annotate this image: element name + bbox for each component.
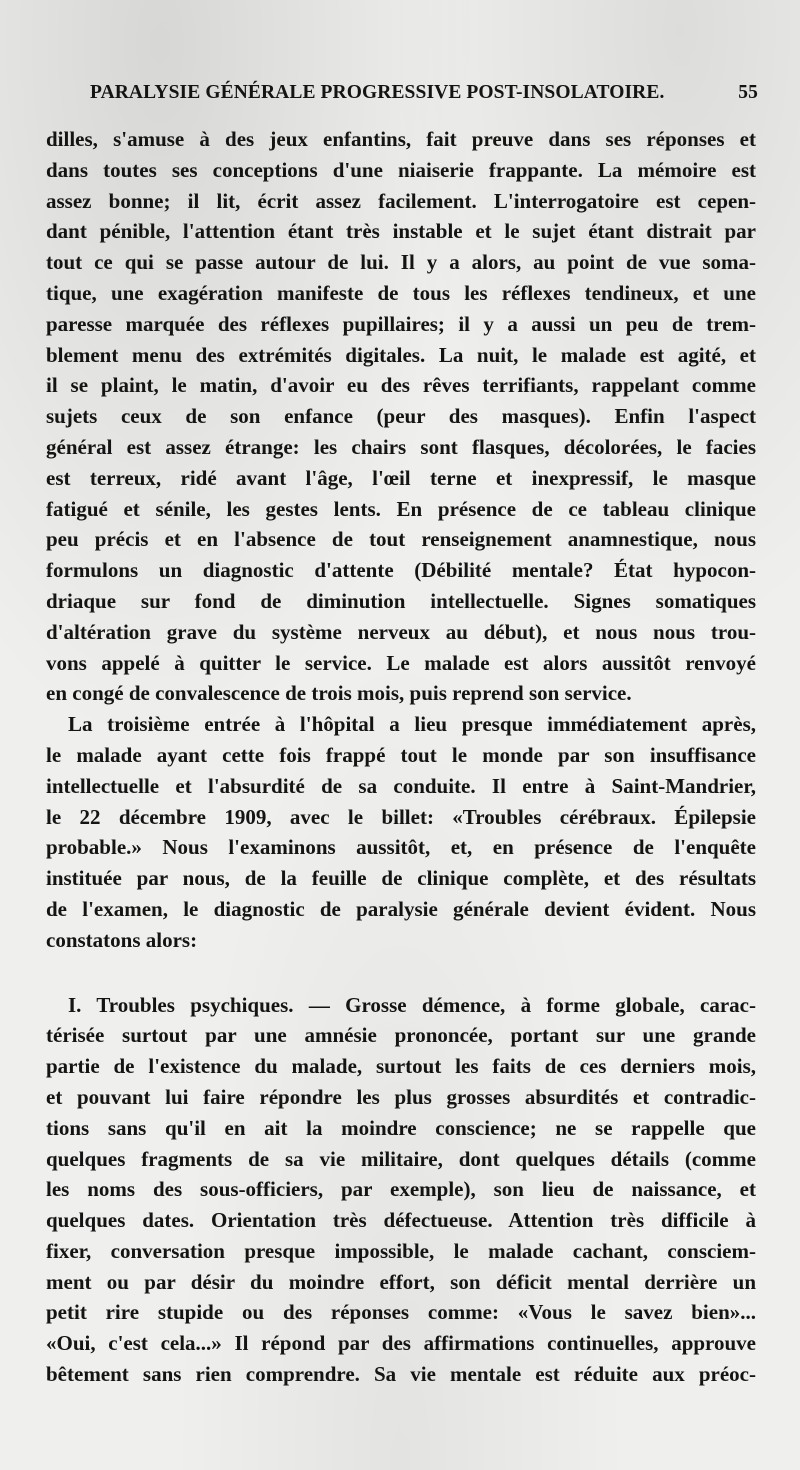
text-line: sujets ceux de son enfance (peur des masques). Enfin l'aspect [46, 404, 756, 429]
text-line: le malade ayant cette fois frappé tout le monde par son insuffisance [46, 742, 756, 767]
text-line: assez bonne; il lit, écrit assez facilement. L'interrogatoire est cepen- [46, 188, 756, 213]
text-line: fixer, conversation presque impossible, le malade cachant, consciem- [46, 1238, 756, 1263]
text-line: est terreux, ridé avant l'âge, l'œil terne et inexpressif, le masque [46, 465, 756, 490]
text-line: de l'examen, le diagnostic de paralysie générale devient évident. Nous [46, 896, 756, 921]
text-line: petit rire stupide ou des réponses comme: «Vous le savez bien»... [46, 1300, 756, 1325]
text-line: instituée par nous, de la feuille de clinique complète, et des résultats [46, 866, 756, 891]
text-line: constatons alors: [46, 927, 198, 952]
text-line: d'altération grave du système nerveux au début), et nous nous trou- [46, 619, 756, 644]
text-line: tique, une exagération manifeste de tous les réflexes tendineux, et une [46, 280, 756, 305]
text-line: tout ce qui se passe autour de lui. Il y a alors, au point de vue soma- [46, 250, 756, 275]
paragraph [46, 124, 756, 709]
text-line: peu précis et en l'absence de tout renseignement anamnestique, nous [46, 527, 756, 552]
text-line: tions sans qu'il en ait la moindre conscience; ne se rappelle que [46, 1115, 756, 1140]
text-line: partie de l'existence du malade, surtout les faits de ces derniers mois, [46, 1054, 756, 1079]
text-line: général est assez étrange: les chairs sont flasques, décolorées, le facies [46, 434, 756, 459]
text-line: paresse marquée des réflexes pupillaires; il y a aussi un peu de trem- [46, 311, 756, 336]
text-line: dans toutes ses conceptions d'une niaiserie frappante. La mémoire est [46, 157, 756, 182]
text-line: dant pénible, l'attention étant très instable et le sujet étant distrait par [46, 219, 756, 244]
page-header [90, 82, 758, 112]
text-line: fatigué et sénile, les gestes lents. En présence de ce tableau clinique [46, 496, 756, 521]
text-line: dilles, s'amuse à des jeux enfantins, fait preuve dans ses réponses et [46, 127, 756, 151]
text-line: La troisième entrée à l'hôpital a lieu presque immédiatement après, [68, 712, 756, 737]
text-line: I. Troubles psychiques. — Grosse démence, à forme globale, carac- [68, 992, 756, 1017]
text-line: térisée surtout par une amnésie prononcée, portant sur une grande [46, 1023, 756, 1048]
body-text [46, 124, 756, 1390]
running-title: PARALYSIE GÉNÉRALE PROGRESSIVE POST-INSOLATOIRE. [90, 82, 665, 103]
text-line: vons appelé à quitter le service. Le malade est alors aussitôt renvoyé [46, 650, 756, 675]
text-line: quelques dates. Orientation très défectueuse. Attention très difficile à [46, 1208, 756, 1233]
paragraph [46, 709, 756, 955]
paragraph-spacer [46, 956, 756, 990]
text-line: bêtement sans rien comprendre. Sa vie mentale est réduite aux préoc- [46, 1362, 756, 1387]
text-line: les noms des sous-officiers, par exemple), son lieu de naissance, et [46, 1177, 756, 1202]
text-line: quelques fragments de sa vie militaire, dont quelques détails (comme [46, 1146, 756, 1171]
text-line: en congé de convalescence de trois mois, puis reprend son service. [46, 681, 632, 706]
text-line: formulons un diagnostic d'attente (Débilité mentale? État hypocon- [46, 558, 756, 583]
text-line: ment ou par désir du moindre effort, son déficit mental derrière un [46, 1269, 756, 1294]
text-line: «Oui, c'est cela...» Il répond par des affirmations continuelles, approuve [46, 1331, 756, 1356]
paragraph [46, 990, 756, 1390]
text-line: le 22 décembre 1909, avec le billet: «Troubles cérébraux. Épilepsie [46, 804, 756, 829]
text-line: il se plaint, le matin, d'avoir eu des rêves terrifiants, rappelant comme [46, 373, 756, 398]
text-line: driaque sur fond de diminution intellectuelle. Signes somatiques [46, 588, 756, 613]
text-line: blement menu des extrémités digitales. La nuit, le malade est agité, et [46, 342, 756, 367]
text-line: et pouvant lui faire répondre les plus grosses absurdités et contradic- [46, 1084, 756, 1109]
page-number: 55 [738, 82, 758, 103]
text-line: probable.» Nous l'examinons aussitôt, et, en présence de l'enquête [46, 835, 756, 860]
text-line: intellectuelle et l'absurdité de sa conduite. Il entre à Saint-Mandrier, [46, 773, 756, 798]
